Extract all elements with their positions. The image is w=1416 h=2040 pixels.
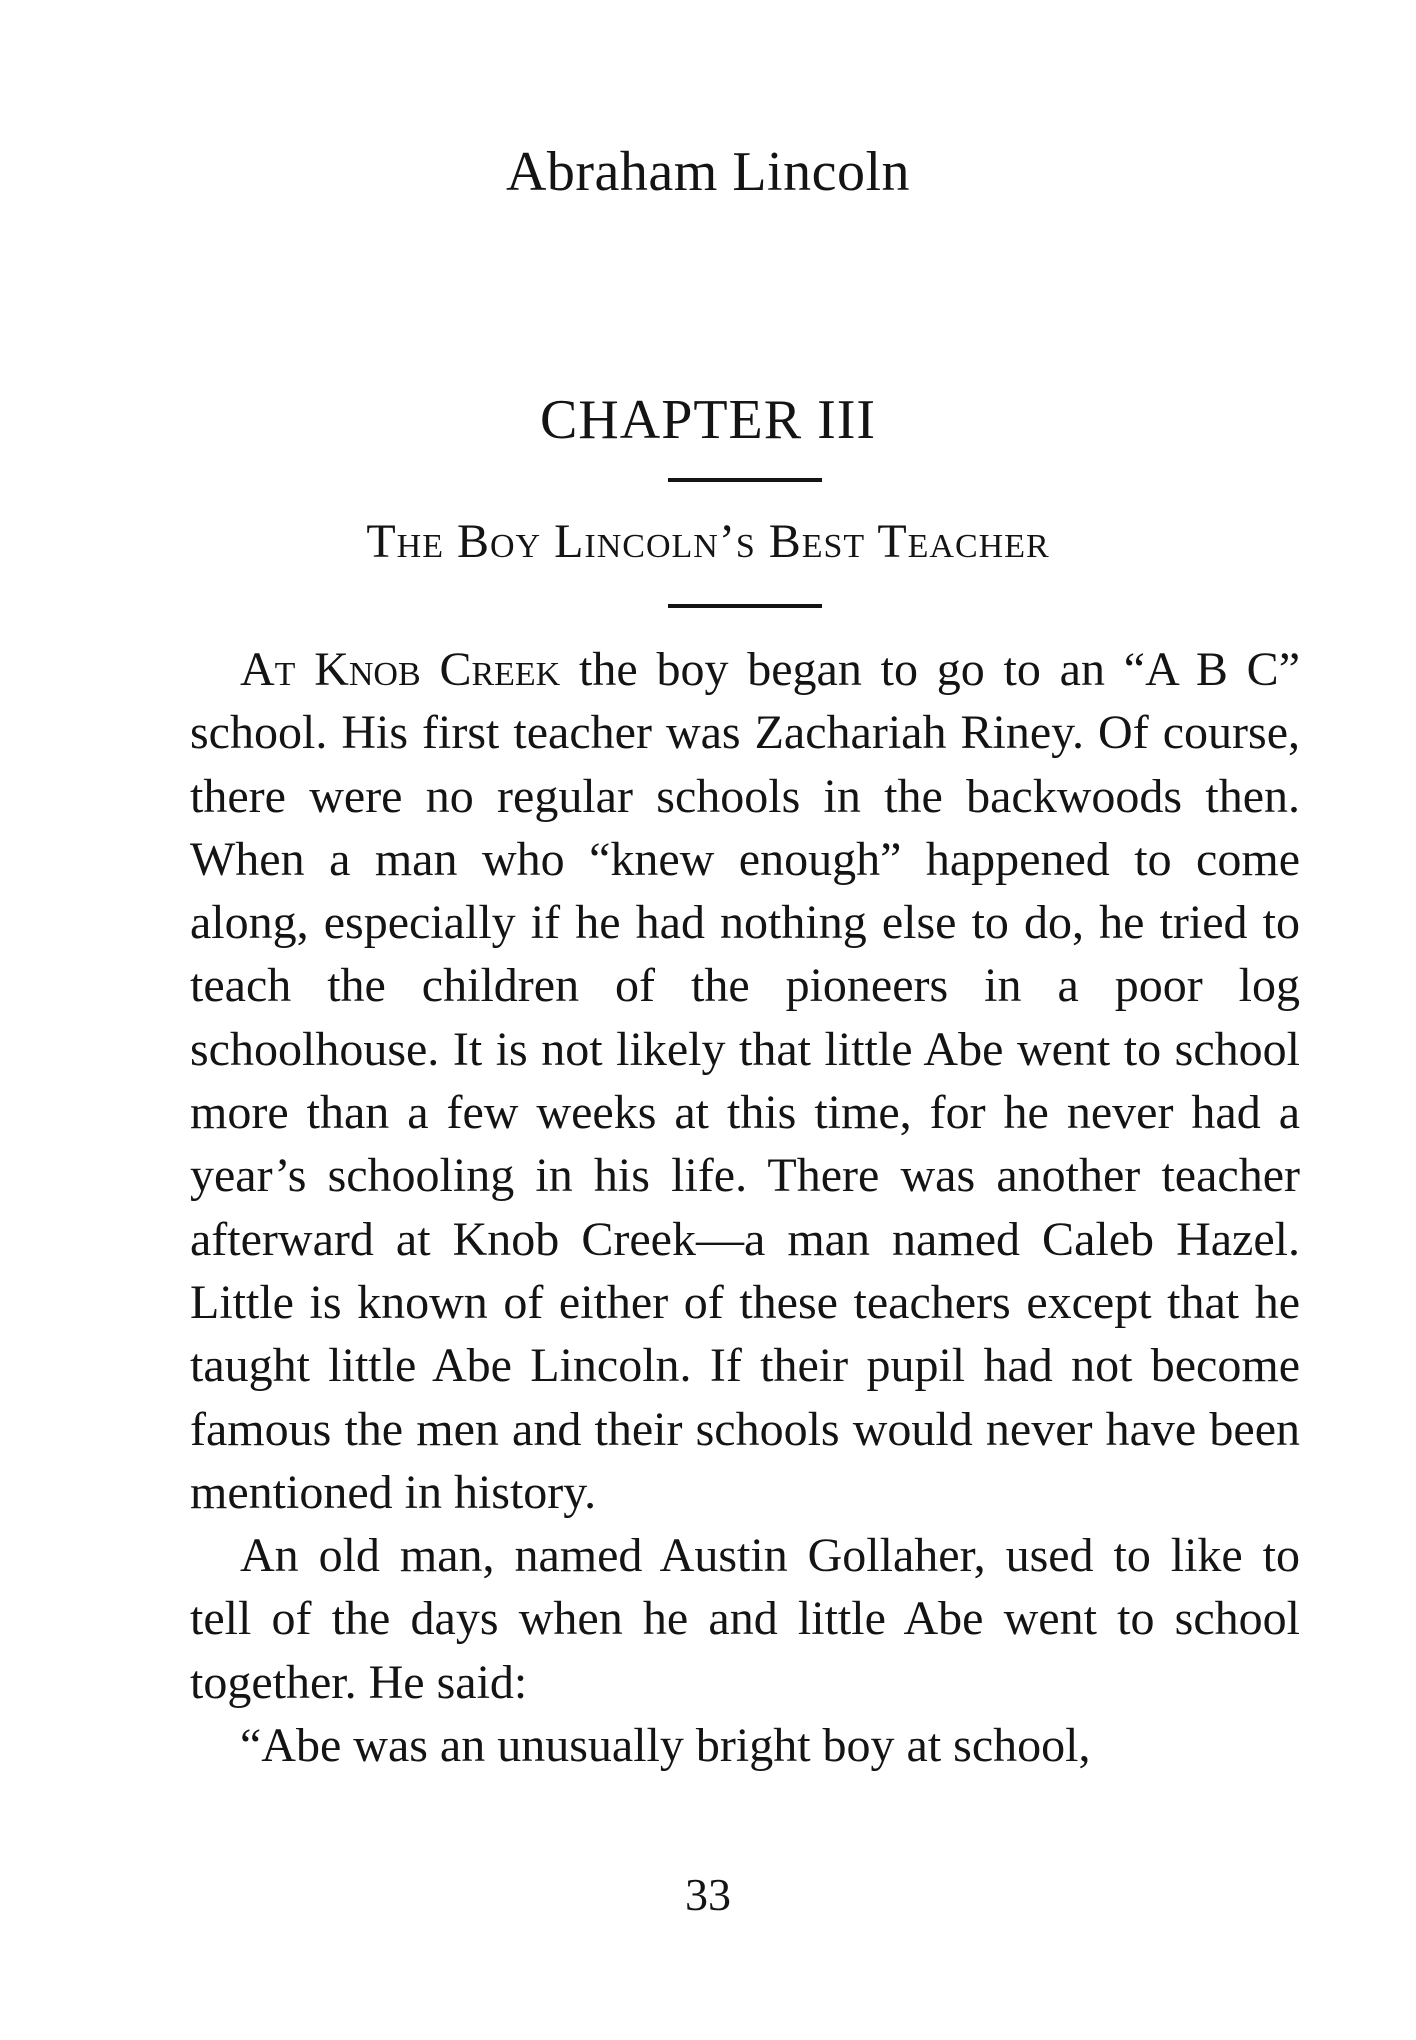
paragraph-1 (190, 638, 1300, 1524)
chapter-heading: CHAPTER III (539, 389, 877, 451)
paragraph-1-text: the boy began to go to an “A B C” school. His first teacher was Zachariah Riney. Of course, there were no regular schools in the backwoods then. When a man who “knew enough” happened to come along, especially if he had nothing else to do, he tried to teach the children of the pioneers in a poor log schoolhouse. It is not likely that little Abe went to school more than a few weeks at this time, for he never had a year’s schooling in his life. There was another teacher afterward at Knob Creek—a man named Caleb Hazel. Little is known of either of these teachers except that he taught little Abe Lincoln. If their pupil had not become famous the men and their schools would never have been mentioned in history. (190, 643, 1300, 1519)
running-head: Abraham Lincoln (505, 141, 911, 203)
body-text (190, 638, 1300, 1777)
heading-rule-top (668, 478, 822, 482)
chapter-subtitle: The Boy Lincoln’s Best Teacher (366, 515, 1050, 568)
page-number: 33 (685, 1869, 731, 1920)
paragraph-lead-in: At Knob Creek (240, 643, 561, 696)
heading-rule-bottom (668, 604, 822, 608)
paragraph-2: An old man, named Austin Gollaher, used to like to tell of the days when he and little Abe went to school together. He said: (190, 1529, 1300, 1709)
paragraph-3: “Abe was an unusually bright boy at school, (240, 1719, 1091, 1773)
